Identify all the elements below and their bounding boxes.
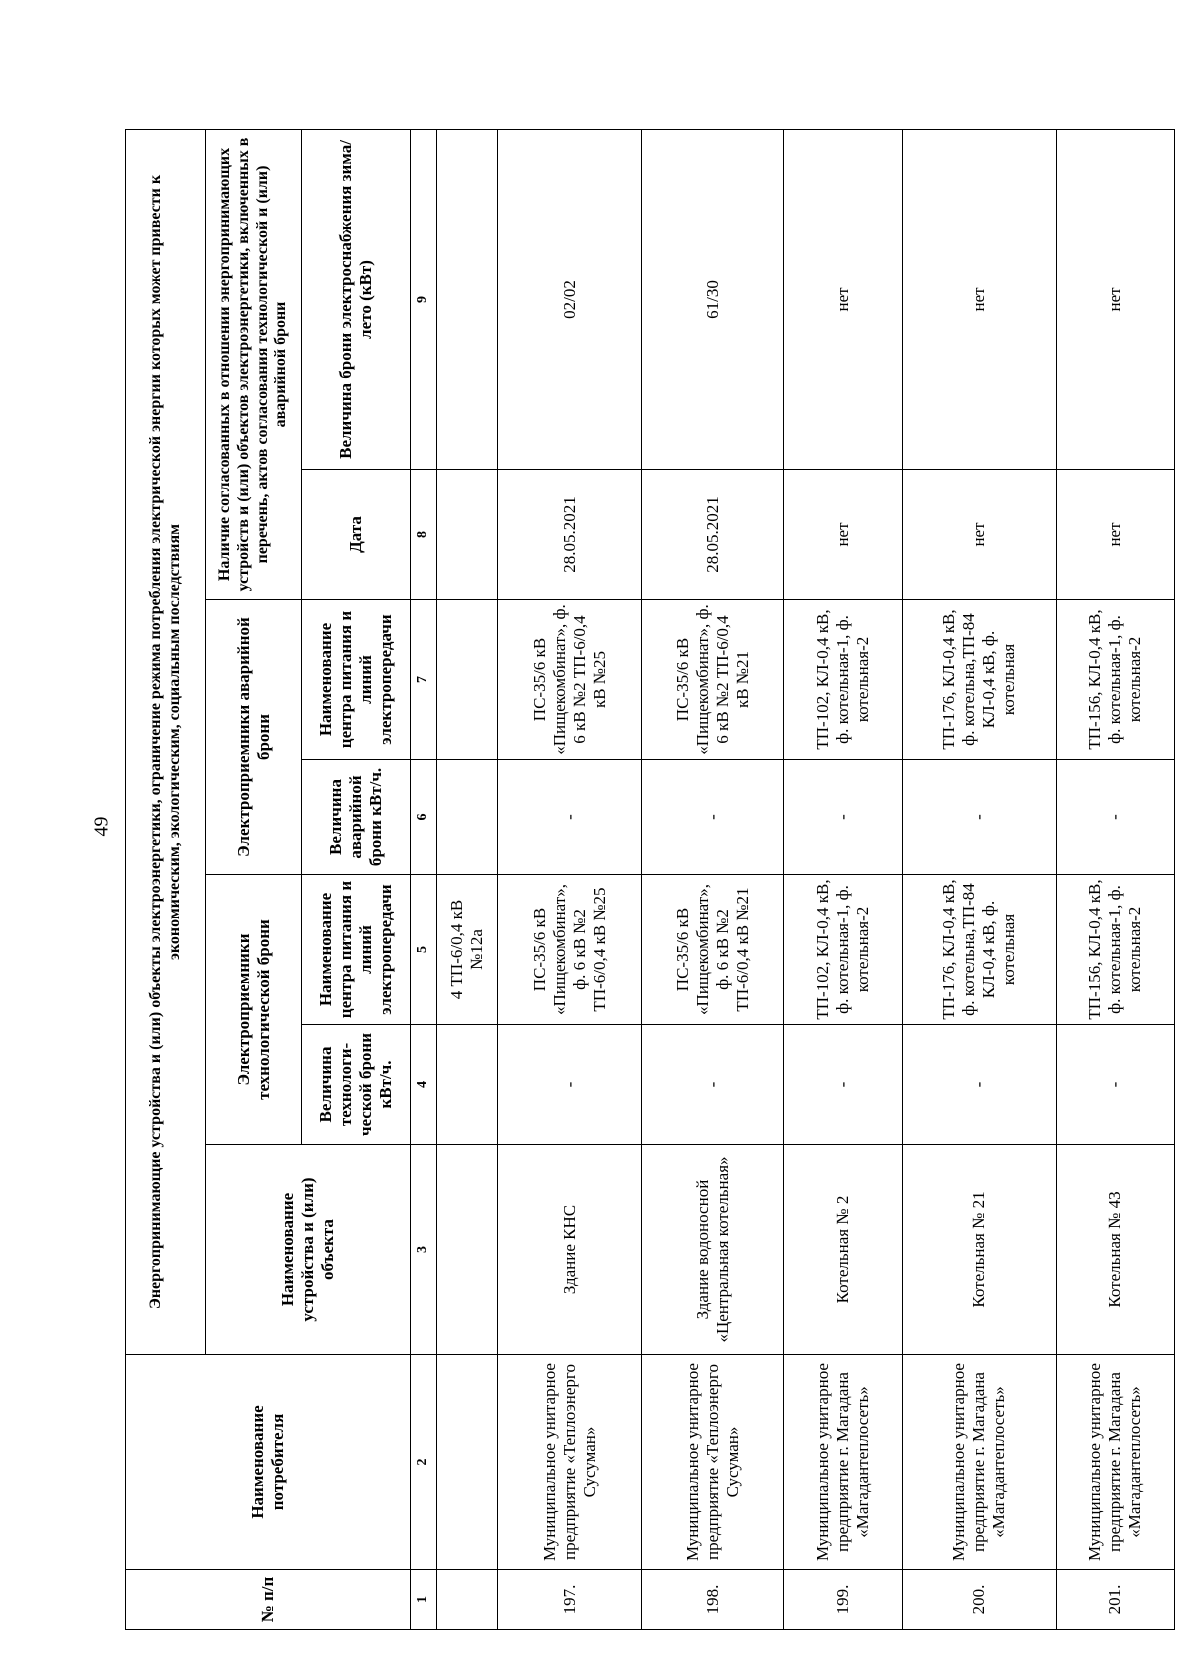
cell-em-center: ТП-176, КЛ-0,4 кВ, ф. котельна,ТП-84 КЛ-0,4 кВ, ф. котельная xyxy=(902,600,1056,760)
header-em-value: Величина аварийной брони кВт/ч. xyxy=(301,760,410,875)
cell-num: 200. xyxy=(902,1570,1056,1630)
header-tech-center: Наименование центра питания и линий электропередачи xyxy=(301,875,410,1025)
cell-object: Котельная № 21 xyxy=(902,1145,1056,1355)
table-row xyxy=(902,129,1056,1629)
cell-reserve: нет xyxy=(902,129,1056,469)
cell-num: 197. xyxy=(498,1570,642,1630)
table-row xyxy=(1056,129,1174,1629)
cell-em-center: ПС-35/6 кВ «Пищекомбинат», ф. 6 кВ №2 ТП-6/0,4 кВ №25 xyxy=(498,600,642,760)
cell-reserve: нет xyxy=(784,129,902,469)
column-number: 1 xyxy=(410,1570,436,1630)
column-number: 2 xyxy=(410,1355,436,1570)
cell-em-center: ТП-156, КЛ-0,4 кВ, ф. котельная-1, ф. котельная-2 xyxy=(1056,600,1174,760)
cell-tech-value: - xyxy=(498,1025,642,1145)
continuation-row xyxy=(436,129,498,1629)
cell-object: Котельная № 43 xyxy=(1056,1145,1174,1355)
header-date: Дата xyxy=(301,470,410,600)
cell-consumer: Муниципальное унитарное предприятие г. Магадана «Магадантеплосеть» xyxy=(902,1355,1056,1570)
table-row xyxy=(498,129,642,1629)
reserve-table-sheet xyxy=(125,130,1175,1630)
cell-num: 199. xyxy=(784,1570,902,1630)
cell-em-value: - xyxy=(784,760,902,875)
cell-tech-center: 4 ТП-6/0,4 кВ №12а xyxy=(436,875,498,1025)
cell-reserve: нет xyxy=(1056,129,1174,469)
column-number: 5 xyxy=(410,875,436,1025)
table-row xyxy=(642,129,784,1629)
header-num: № п/п xyxy=(126,1570,411,1630)
column-number: 3 xyxy=(410,1145,436,1355)
reserve-table xyxy=(125,129,1175,1630)
cell-consumer: Муниципальное унитарное предприятие г. Магадана «Магадантеплосеть» xyxy=(784,1355,902,1570)
cell-tech-value: - xyxy=(642,1025,784,1145)
cell-em-center: ПС-35/6 кВ «Пищекомбинат», ф. 6 кВ №2 ТП-6/0,4 кВ №21 xyxy=(642,600,784,760)
cell-tech-center: ТП-176, КЛ-0,4 кВ, ф. котельна,ТП-84 КЛ-0,4 кВ, ф. котельная xyxy=(902,875,1056,1025)
column-number: 6 xyxy=(410,760,436,875)
header-consumer: Наименование потребителя xyxy=(126,1355,411,1570)
cell-date: нет xyxy=(1056,470,1174,600)
cell-em-value: - xyxy=(902,760,1056,875)
cell-tech-value: - xyxy=(784,1025,902,1145)
header-object: Наименование устройства и (или) объекта xyxy=(206,1145,410,1355)
cell-tech-value: - xyxy=(902,1025,1056,1145)
cell-consumer: Муниципальное унитарное предприятие «Теплоэнерго Сусуман» xyxy=(642,1355,784,1570)
cell-date: нет xyxy=(902,470,1056,600)
cell-em-center: ТП-102, КЛ-0,4 кВ, ф. котельная-1, ф. котельная-2 xyxy=(784,600,902,760)
header-em-center: Наименование центра питания и линий электропередачи xyxy=(301,600,410,760)
header-tech-value: Величина технологи-ческой брони кВт/ч. xyxy=(301,1025,410,1145)
cell-consumer: Муниципальное унитарное предприятие г. Магадана «Магадантеплосеть» xyxy=(1056,1355,1174,1570)
cell-em-value: - xyxy=(642,760,784,875)
header-tech-group: Электроприемники технологической брони xyxy=(206,875,301,1145)
cell-object: Здание водоносной «Центральная котельная» xyxy=(642,1145,784,1355)
cell-consumer: Муниципальное унитарное предприятие «Теплоэнерго Сусуман» xyxy=(498,1355,642,1570)
header-main-group: Энергопринимающие устройства и (или) объекты электроэнергетики, ограничение режима потребления электрической энергии которых может привести к экономическим, экологическим, социальным последствиям xyxy=(126,129,206,1354)
cell-tech-center: ПС-35/6 кВ «Пищекомбинат», ф. 6 кВ №2 ТП-6/0,4 кВ №25 xyxy=(498,875,642,1025)
column-number: 8 xyxy=(410,470,436,600)
header-emergency-group: Электроприемники аварийной брони xyxy=(206,600,301,875)
cell-em-value: - xyxy=(1056,760,1174,875)
cell-em-value: - xyxy=(498,760,642,875)
table-row xyxy=(784,129,902,1629)
cell-tech-value: - xyxy=(1056,1025,1174,1145)
header-reserve: Величина брони электроснабжения зима/лето (кВт) xyxy=(301,129,410,469)
cell-tech-center: ТП-156, КЛ-0,4 кВ, ф. котельная-1, ф. котельная-2 xyxy=(1056,875,1174,1025)
column-number: 9 xyxy=(410,129,436,469)
cell-num: 201. xyxy=(1056,1570,1174,1630)
cell-reserve: 02/02 xyxy=(498,129,642,469)
cell-tech-center: ПС-35/6 кВ «Пищекомбинат», ф. 6 кВ №2 ТП-6/0,4 кВ №21 xyxy=(642,875,784,1025)
cell-date: нет xyxy=(784,470,902,600)
page-number: 49 xyxy=(90,816,113,837)
cell-object: Котельная № 2 xyxy=(784,1145,902,1355)
cell-date: 28.05.2021 xyxy=(498,470,642,600)
cell-num: 198. xyxy=(642,1570,784,1630)
cell-tech-center: ТП-102, КЛ-0,4 кВ, ф. котельная-1, ф. котельная-2 xyxy=(784,875,902,1025)
column-number: 7 xyxy=(410,600,436,760)
column-number: 4 xyxy=(410,1025,436,1145)
cell-object: Здание КНС xyxy=(498,1145,642,1355)
header-agreed-group: Наличие согласованных в отношении энергопринимающих устройств и (или) объектов электроэнергетики, включенных в перечень, актов согласования технологической и (или) аварийной брони xyxy=(206,129,301,599)
cell-date: 28.05.2021 xyxy=(642,470,784,600)
cell-reserve: 61/30 xyxy=(642,129,784,469)
